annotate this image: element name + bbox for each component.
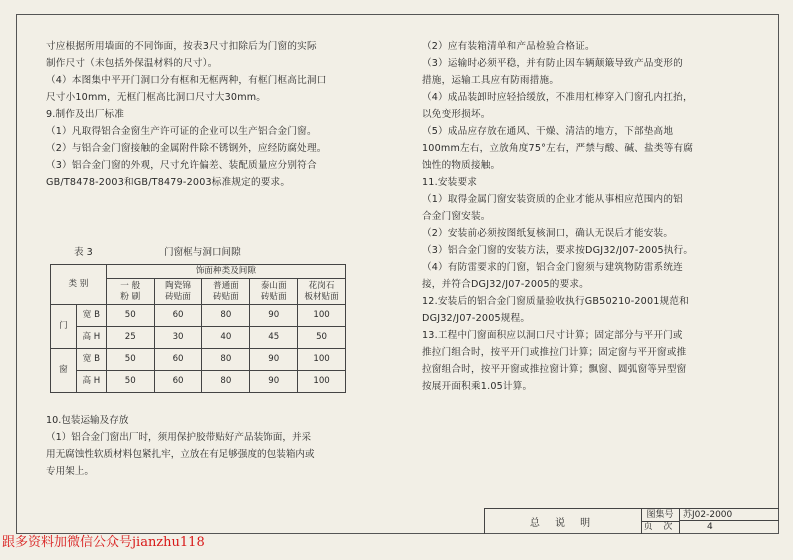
table-row-label: 高 H xyxy=(76,371,106,393)
text-line: （2）应有装箱清单和产品检验合格证。 xyxy=(422,41,595,52)
table-cell: 60 xyxy=(154,305,202,327)
text-line: （4）有防雷要求的门窗，铝合金门窗须与建筑物防雷系统连 xyxy=(422,262,683,273)
text-line: （3）铝合金门窗的外观，尺寸允许偏差、装配质量应分别符合 xyxy=(46,160,317,171)
table-row xyxy=(51,371,346,393)
watermark-text: 跟多资料加微信公众号jianzhu118 xyxy=(2,535,205,550)
table-cell: 30 xyxy=(154,327,202,349)
table-cell: 50 xyxy=(106,371,154,393)
page-number-label: 页 次 xyxy=(641,521,680,534)
title-block-title: 总 说 明 xyxy=(485,509,642,534)
text-line: （1）铝合金门窗出厂时，须用保护胶带贴好产品装饰面，并采 xyxy=(46,432,312,443)
table-row-label: 宽 B xyxy=(76,305,106,327)
text-line: 专用架上。 xyxy=(46,466,94,477)
atlas-number-label: 图集号 xyxy=(641,509,680,522)
text-line: 用无腐蚀性软质材料包紧扎牢，立放在有足够强度的包装箱内或 xyxy=(46,449,315,460)
table-row-label: 宽 B xyxy=(76,349,106,371)
table-cell: 50 xyxy=(106,349,154,371)
table-cell: 80 xyxy=(202,371,250,393)
table-cell: 50 xyxy=(106,305,154,327)
table-cell: 90 xyxy=(250,305,298,327)
text-line: 拉窗组合时，按平开窗或推拉窗计算；飘窗、圆弧窗等异型窗 xyxy=(422,364,687,375)
text-line: （1）取得金属门窗安装资质的企业才能从事相应范围内的铝 xyxy=(422,194,683,205)
text-line: 制作尺寸（未包括外保温材料的尺寸）。 xyxy=(46,58,218,69)
table-title: 门窗框与洞口间隙 xyxy=(164,247,241,258)
text-line: 接，并符合DGJ32/J07-2005的要求。 xyxy=(422,279,589,290)
text-line: 按展开面积乘1.05计算。 xyxy=(422,381,533,392)
table-row xyxy=(51,349,346,371)
table-column-header: 陶瓷锦 砖贴面 xyxy=(154,279,202,305)
table-column-header: 花岗石 板材贴面 xyxy=(298,279,346,305)
left-column xyxy=(46,38,376,191)
table-group-label: 窗 xyxy=(51,349,77,393)
table-column-header: 泰山面 砖贴面 xyxy=(250,279,298,305)
text-line: （2）安装前必须按图纸复核洞口，确认无误后才能安装。 xyxy=(422,228,674,239)
text-line: 10.包装运输及存放 xyxy=(46,415,129,426)
text-line: （5）成品应存放在通风、干燥、清洁的地方，下部垫高地 xyxy=(422,126,674,137)
table-column-header: 普通面 砖贴面 xyxy=(202,279,250,305)
table-header-category: 类 别 xyxy=(51,265,107,305)
table-cell: 60 xyxy=(154,371,202,393)
table-header-group: 饰面种类及间隙 xyxy=(106,265,345,279)
text-line: （3）铝合金门窗的安装方法，要求按DGJ32/J07-2005执行。 xyxy=(422,245,694,256)
text-line: 13.工程中门窗面积应以洞口尺寸计算；固定部分与平开门或 xyxy=(422,330,683,341)
table-number: 表 3 xyxy=(74,247,93,258)
table-cell: 100 xyxy=(298,305,346,327)
table-row xyxy=(51,327,346,349)
table-cell: 90 xyxy=(250,349,298,371)
table-row-label: 高 H xyxy=(76,327,106,349)
text-line: 以免变形损坏。 xyxy=(422,109,491,120)
atlas-number-value: 苏J02-2000 xyxy=(679,509,779,521)
text-line: 推拉门组合时，按平开门或推拉门计算；固定窗与平开窗或推 xyxy=(422,347,687,358)
text-line: 蚀性的物质接触。 xyxy=(422,160,501,171)
text-line: 合金门窗安装。 xyxy=(422,211,491,222)
text-line: 9.制作及出厂标准 xyxy=(46,109,125,120)
text-line: 12.安装后的铝合金门窗质量验收执行GB50210-2001规范和 xyxy=(422,296,689,307)
table-cell: 100 xyxy=(298,349,346,371)
table-cell: 45 xyxy=(250,327,298,349)
table-row xyxy=(51,305,346,327)
text-line: GB/T8478-2003和GB/T8479-2003标准规定的要求。 xyxy=(46,177,291,188)
bottom-left-text xyxy=(46,412,376,480)
text-line: （1）凡取得铝合金窗生产许可证的企业可以生产铝合金门窗。 xyxy=(46,126,317,137)
text-line: 100mm左右，立放角度75°左右，严禁与酸、碱、盐类等有腐 xyxy=(422,143,694,154)
table-cell: 40 xyxy=(202,327,250,349)
text-line: （4）成品装卸时应轻拾缓放，不准用杠棒穿入门窗孔内扛抬， xyxy=(422,92,693,103)
text-line: （2）与铝合金门窗接触的金属附件除不锈钢外，应经防腐处理。 xyxy=(46,143,327,154)
gap-table xyxy=(50,264,346,393)
text-line: 寸应根据所用墙面的不同饰面，按表3尺寸扣除后为门窗的实际 xyxy=(46,41,317,52)
table-column-header: 一 般 粉 刷 xyxy=(106,279,154,305)
text-line: 11.安装要求 xyxy=(422,177,478,188)
table-cell: 25 xyxy=(106,327,154,349)
title-block xyxy=(484,508,779,534)
table-cell: 80 xyxy=(202,349,250,371)
text-line: （4）本图集中平开门洞口分有框和无框两种，有框门框高比洞口 xyxy=(46,75,327,86)
text-line: 尺寸小10mm，无框门框高比洞口尺寸大30mm。 xyxy=(46,92,267,103)
text-line: （3）运输时必须平稳，并有防止因车辆颠簸导致产品变形的 xyxy=(422,58,683,69)
table-group-label: 门 xyxy=(51,305,77,349)
table-cell: 100 xyxy=(298,371,346,393)
right-column xyxy=(422,38,762,395)
table-cell: 90 xyxy=(250,371,298,393)
table-cell: 50 xyxy=(298,327,346,349)
text-line: 措施，运输工具应有防雨措施。 xyxy=(422,75,560,86)
text-line: DGJ32/J07-2005规程。 xyxy=(422,313,531,324)
table-cell: 80 xyxy=(202,305,250,327)
page-number-value: 4 xyxy=(707,522,713,532)
table-cell: 60 xyxy=(154,349,202,371)
